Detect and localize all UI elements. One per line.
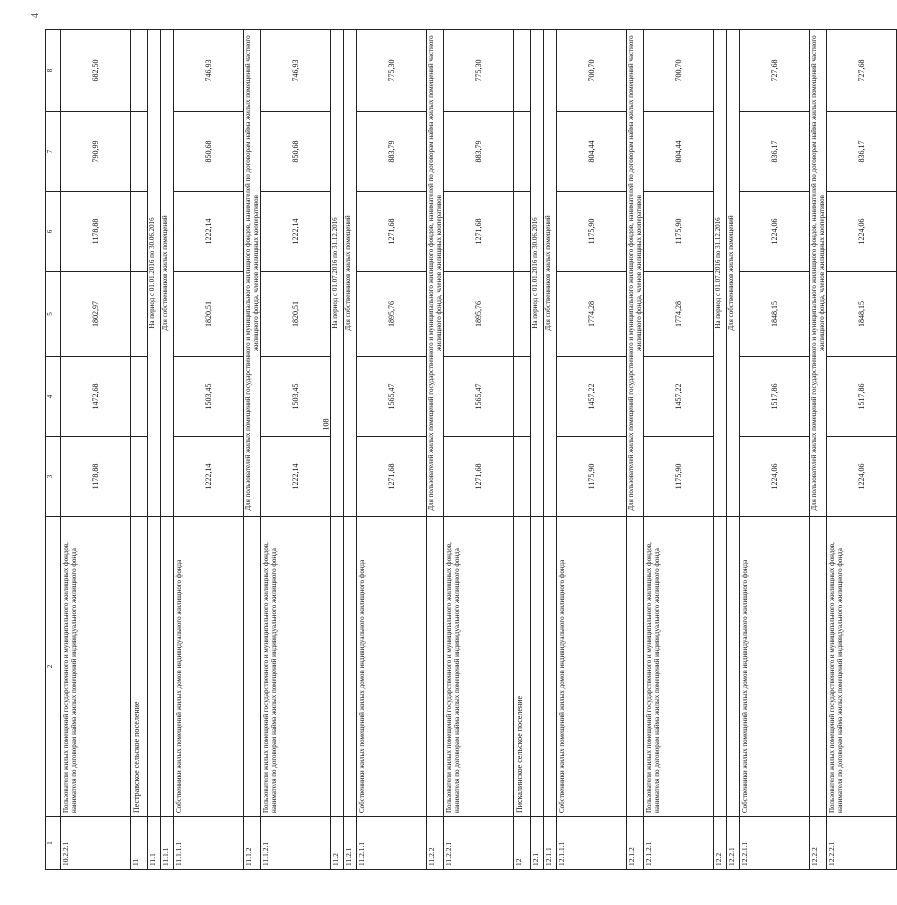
table-row (244, 30, 261, 870)
row-code: 11.2.1.1 (357, 817, 427, 870)
tariff-value: 1222,14 (174, 192, 244, 272)
tariff-value: 1774,28 (557, 272, 627, 357)
table-row (644, 30, 714, 870)
table-row (531, 30, 544, 870)
table-row (357, 30, 427, 870)
row-description: Собственники жилых помещений жилых домов индивидуального жилищного фонда (174, 517, 244, 817)
table-row (174, 30, 244, 870)
tariff-value: 1457,22 (557, 357, 627, 437)
tariff-value: 790,99 (61, 112, 131, 192)
empty-cell (514, 357, 531, 437)
row-description: Пользователи жилых помещений государственного и муниципального жилищных фондов, нанимателя по договорам найма жилых помещений индивидуального жилищного фонда (827, 517, 897, 817)
row-code: 10.2.2.1 (61, 817, 131, 870)
tariff-value: 1271,68 (444, 192, 514, 272)
tariff-value: 1774,28 (644, 272, 714, 357)
tariff-value: 1178,88 (61, 437, 131, 517)
tariff-value: 1222,14 (261, 437, 331, 517)
row-description: Собственники жилых помещений жилых домов индивидуального жилищного фонда (357, 517, 427, 817)
row-code: 12.2.2 (810, 817, 827, 870)
row-code: 11.1.2.1 (261, 817, 331, 870)
row-code: 12.2.1.1 (740, 817, 810, 870)
column-number-3: 3 (46, 437, 61, 517)
period-or-group-label: Для собственников жилых помещений (344, 30, 357, 517)
tariff-value: 883,79 (357, 112, 427, 192)
table-row (827, 30, 897, 870)
period-or-group-label: Для пользователей жилых помещений государственного и муниципального жилищного фондов, нанимателей по договорам найма жилых помещений частного жилищного фонда, членов жилищных кооперативов (810, 30, 827, 517)
row-description: Собственники жилых помещений жилых домов индивидуального жилищного фонда (557, 517, 627, 817)
tariff-value: 1503,45 (261, 357, 331, 437)
empty-cell (131, 192, 148, 272)
tariff-table (45, 29, 897, 870)
tariff-value: 836,17 (827, 112, 897, 192)
tariff-value: 746,93 (174, 30, 244, 112)
tariff-value: 1175,90 (644, 192, 714, 272)
tariff-table-rotated (45, 30, 867, 870)
column-number-7: 7 (46, 112, 61, 192)
row-description (148, 517, 161, 817)
table-row (331, 30, 344, 870)
period-or-group-label: Для пользователей жилых помещений государственного и муниципального жилищного фондов, нанимателей по договорам найма жилых помещений частного жилищного фонда, членов жилищных кооперативов (627, 30, 644, 517)
tariff-value: 850,68 (174, 112, 244, 192)
tariff-value: 1222,14 (261, 192, 331, 272)
row-description: Пользователи жилых помещений государственного и муниципального жилищных фондов, нанимателя по договорам найма жилых помещений индивидуального жилищного фонда (61, 517, 131, 817)
table-row (727, 30, 740, 870)
tariff-value: 1802,97 (61, 272, 131, 357)
row-code: 11.1.1.1 (174, 817, 244, 870)
row-code: 12.2.2.1 (827, 817, 897, 870)
row-description (244, 517, 261, 817)
tariff-value: 1175,90 (557, 192, 627, 272)
table-row (557, 30, 627, 870)
row-code: 11.2 (331, 817, 344, 870)
row-code: 11.1.1 (161, 817, 174, 870)
table-row (544, 30, 557, 870)
tariff-value: 850,68 (261, 112, 331, 192)
row-description (331, 517, 344, 817)
row-description (627, 517, 644, 817)
row-description: Пользователи жилых помещений государственного и муниципального жилищных фондов, нанимателя по договорам найма жилых помещений индивидуального жилищного фонда (444, 517, 514, 817)
table-row (131, 30, 148, 870)
tariff-value: 836,17 (740, 112, 810, 192)
page-number: 108 (321, 418, 331, 431)
empty-cell (131, 272, 148, 357)
empty-cell (514, 272, 531, 357)
row-description: Пользователи жилых помещений государственного и муниципального жилищных фондов, нанимателя по договорам найма жилых помещений индивидуального жилищного фонда (261, 517, 331, 817)
tariff-value: 1895,76 (444, 272, 514, 357)
column-number-8: 8 (46, 30, 61, 112)
period-or-group-label: Для собственников жилых помещений (544, 30, 557, 517)
row-code: 11.2.2 (427, 817, 444, 870)
column-number-2: 2 (46, 517, 61, 817)
period-or-group-label: На период с 01.07.2016 по 31.12.2016 (331, 30, 344, 517)
tariff-value: 1472,68 (61, 357, 131, 437)
tariff-value: 804,44 (644, 112, 714, 192)
table-header-row (46, 30, 61, 870)
table-row (148, 30, 161, 870)
row-code: 12.1 (531, 817, 544, 870)
tariff-value: 1517,86 (827, 357, 897, 437)
tariff-value: 1175,90 (644, 437, 714, 517)
empty-cell (131, 112, 148, 192)
tariff-value: 804,44 (557, 112, 627, 192)
tariff-value: 1895,76 (357, 272, 427, 357)
tariff-value: 1848,15 (827, 272, 897, 357)
settlement-heading: Пискалинское сельское поселение (514, 517, 531, 817)
table-row (261, 30, 331, 870)
tariff-value: 746,93 (261, 30, 331, 112)
tariff-value: 1224,06 (740, 192, 810, 272)
column-number-5: 5 (46, 272, 61, 357)
empty-cell (514, 30, 531, 112)
table-row (444, 30, 514, 870)
row-code: 11.1 (148, 817, 161, 870)
column-number-6: 6 (46, 192, 61, 272)
tariff-value: 1517,86 (740, 357, 810, 437)
tariff-value: 727,68 (827, 30, 897, 112)
column-number-1: 1 (46, 817, 61, 870)
tariff-value: 1820,51 (174, 272, 244, 357)
tariff-value: 1503,45 (174, 357, 244, 437)
row-description (727, 517, 740, 817)
tariff-value: 1224,06 (827, 192, 897, 272)
row-code: 11.2.2.1 (444, 817, 514, 870)
tariff-value: 1848,15 (740, 272, 810, 357)
row-description: Пользователи жилых помещений государственного и муниципального жилищных фондов, нанимателя по договорам найма жилых помещений индивидуального жилищного фонда (644, 517, 714, 817)
row-code: 12.2.1 (727, 817, 740, 870)
tariff-value: 682,50 (61, 30, 131, 112)
empty-cell (514, 192, 531, 272)
period-or-group-label: На период с 01.01.2016 по 30.06.2016 (148, 30, 161, 517)
tariff-value: 1565,47 (444, 357, 514, 437)
tariff-value: 1271,68 (444, 437, 514, 517)
settlement-heading: Пестравское сельское поселение (131, 517, 148, 817)
column-number-4: 4 (46, 357, 61, 437)
row-code: 12.1.2 (627, 817, 644, 870)
tariff-value: 1457,22 (644, 357, 714, 437)
table-row (514, 30, 531, 870)
tariff-value: 1222,14 (174, 437, 244, 517)
row-code: 11.2.1 (344, 817, 357, 870)
table-row (427, 30, 444, 870)
tariff-value: 1224,06 (740, 437, 810, 517)
row-code: 12.1.1.1 (557, 817, 627, 870)
row-code: 12.1.1 (544, 817, 557, 870)
period-or-group-label: Для пользователей жилых помещений государственного и муниципального жилищного фондов, нанимателей по договорам найма жилых помещений частного жилищного фонда, членов жилищных кооперативов (427, 30, 444, 517)
tariff-value: 1224,06 (827, 437, 897, 517)
row-description (531, 517, 544, 817)
tariff-value: 727,68 (740, 30, 810, 112)
row-code: 12.1.2.1 (644, 817, 714, 870)
tariff-value: 1271,68 (357, 437, 427, 517)
period-or-group-label: На период с 01.07.2016 по 31.12.2016 (714, 30, 727, 517)
tariff-value: 883,79 (444, 112, 514, 192)
table-row (714, 30, 727, 870)
tariff-value: 1271,68 (357, 192, 427, 272)
period-or-group-label: Для собственников жилых помещений (161, 30, 174, 517)
row-description (427, 517, 444, 817)
row-code: 12 (514, 817, 531, 870)
table-row (161, 30, 174, 870)
table-row (627, 30, 644, 870)
tariff-value: 700,70 (557, 30, 627, 112)
row-code: 12.2 (714, 817, 727, 870)
tariff-value: 775,30 (357, 30, 427, 112)
row-description (344, 517, 357, 817)
tariff-value: 1820,51 (261, 272, 331, 357)
row-description (810, 517, 827, 817)
period-or-group-label: Для пользователей жилых помещений государственного и муниципального жилищного фондов, нанимателей по договорам найма жилых помещений частного жилищного фонда, членов жилищных кооперативов (244, 30, 261, 517)
corner-mark: 4 (30, 13, 41, 18)
period-or-group-label: На период с 01.01.2016 по 30.06.2016 (531, 30, 544, 517)
empty-cell (514, 437, 531, 517)
row-code: 11 (131, 817, 148, 870)
row-description (161, 517, 174, 817)
tariff-value: 1175,90 (557, 437, 627, 517)
tariff-value: 775,30 (444, 30, 514, 112)
table-row (61, 30, 131, 870)
row-description: Собственники жилых помещений жилых домов индивидуального жилищного фонда (740, 517, 810, 817)
empty-cell (131, 437, 148, 517)
empty-cell (131, 357, 148, 437)
table-row (740, 30, 810, 870)
table-row (344, 30, 357, 870)
table-row (810, 30, 827, 870)
period-or-group-label: Для собственников жилых помещений (727, 30, 740, 517)
tariff-value: 700,70 (644, 30, 714, 112)
empty-cell (514, 112, 531, 192)
tariff-value: 1178,88 (61, 192, 131, 272)
empty-cell (131, 30, 148, 112)
row-code: 11.1.2 (244, 817, 261, 870)
row-description (544, 517, 557, 817)
tariff-value: 1565,47 (357, 357, 427, 437)
row-description (714, 517, 727, 817)
